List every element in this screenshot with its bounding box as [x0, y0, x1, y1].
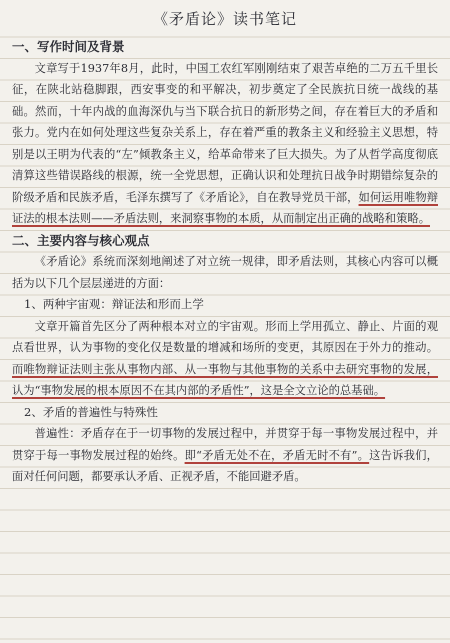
paragraph-worldview — [12, 316, 438, 402]
paragraph-background — [12, 58, 438, 230]
paragraph-text: 这告诉我们，面对任何问题，都要承认矛盾、正视矛盾，不能回避矛盾。 — [12, 448, 438, 483]
paragraph-text: 文章开篇首先区分了两种根本对立的宇宙观。形而上学用孤立、静止、片面的观点看世界，认为事物的变化仅是数量的增减和场所的变更，其原因在于外力的推动。 — [12, 319, 438, 354]
subheading-worldview: 1、两种宇宙观：辩证法和形而上学 — [24, 297, 204, 311]
paragraph-intro: 《矛盾论》系统而深刻地阐述了对立统一规律，即矛盾法则，其核心内容可以概括为以下几个层层递进的方面： — [12, 255, 438, 290]
paragraph-text: 自在教导党员干部， — [256, 190, 359, 204]
paragraph-text: 文章写于1937年8月，此时，中国工农红军刚刚结束了艰苦卓绝的二万五千里长征，在陕北站稳脚跟，西安事变的和平解决，初步奠定了全民族抗日统一战线的基础。然而，十年内战的血海深仇与当下联合抗日的新形势之间，存在着巨大的矛盾和张力。党内在如何处理这些复杂关系上，存在着严重的教条主义和经验主义思想，特别是以王明为代表的“左”倾教条主义，给革命带来了巨大损失。为了从哲学高度彻底清算这些错误路线的根源，统一全党思想，正确认识和处理抗日战争时期错综复杂的阶级矛盾和民族矛盾，毛泽东撰写了《矛盾论》， — [12, 61, 438, 204]
subheading-universality: 2、矛盾的普遍性与特殊性 — [24, 404, 158, 419]
underlined-text: 即“矛盾无处不在，矛盾无时不有”。 — [184, 448, 370, 462]
section-heading-background: 一、写作时间及背景 — [12, 39, 125, 54]
underlined-text: 而唯物辩证法则主张从事物内部、从一事物与其他事物的关系中去研究事物的发展， — [12, 362, 438, 376]
page-title: 《矛盾论》读书笔记 — [152, 10, 297, 28]
paragraph-universality — [12, 423, 438, 488]
underlined-text: 如何运用唯物辩证法的根本法则——矛盾法则，来洞察事物的本质，从而制定出正确的战略和策略。 — [12, 190, 438, 225]
section-heading-content: 二、主要内容与核心观点 — [12, 232, 150, 248]
underlined-text: 认为“事物发展的根本原因不在其内部的矛盾性”，这是全文立论的总基础。 — [12, 384, 386, 397]
paragraph-text: 普遍性：矛盾存在于一切事物的发展过程中，并贯穿于每一事物发展过程中，并贯穿于每一事物发展过程的始终。 — [12, 427, 438, 462]
